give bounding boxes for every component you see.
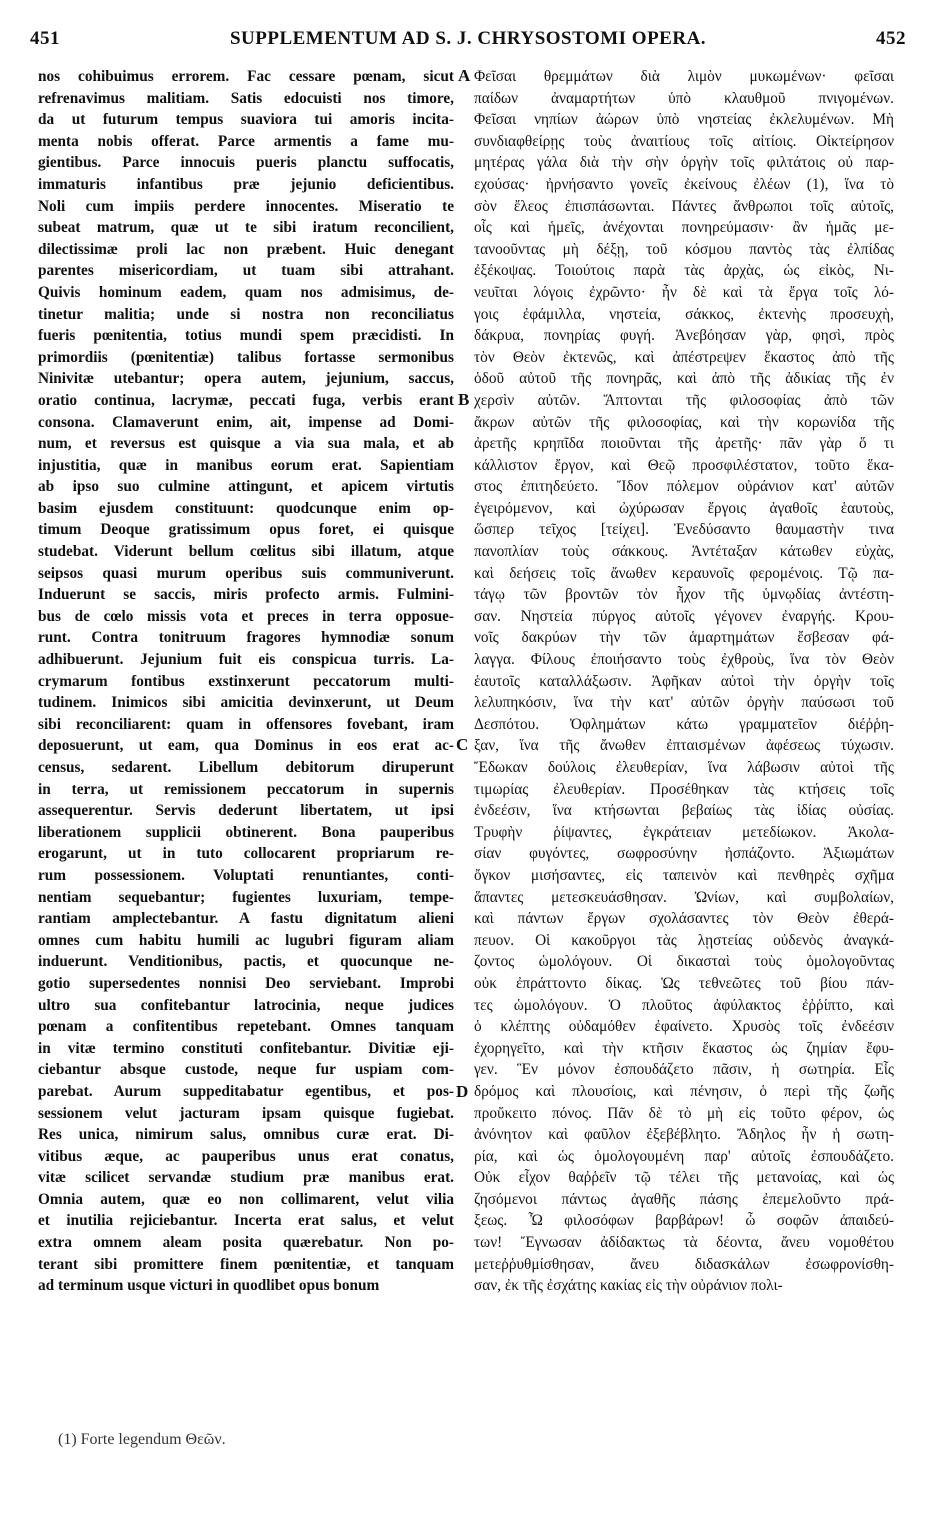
text-line: oratio continua, lacrymæ, peccati fuga, verbis erant <box>38 391 454 409</box>
text-line: τὸν Θεὸν ἐκτενῶς, καὶ ἀπέστρεψεν ἕκαστος ἀπὸ τῆς <box>474 348 894 366</box>
text-line: injustitia, quæ in manibus eorum erat. Sapientiam <box>38 456 454 474</box>
text-line: ξεως. Ὦ φιλοσόφων βαρβάρων! ὦ σοφῶν ἀπαιδεύ- <box>474 1212 894 1230</box>
text-line: nos cohibuimus errorem. Fac cessare pœnam, sicut <box>38 68 454 85</box>
text-line: ἄκρων αὐτῶν τῆς φιλοσοφίας, καὶ τὴν κορωνίδα τῆς <box>474 413 894 431</box>
text-line: τες ὡμολόγουν. Ὁ πλοῦτος ἀφύλακτος ἐῤῥίπτο, καὶ <box>474 996 894 1014</box>
text-line: timum Deoque gratissimum opus foret, ei quisque <box>38 521 454 539</box>
text-line: crymarum fontibus exstinxerunt peccatorum multi- <box>38 672 454 690</box>
text-line: νοῖς δακρύων τὴν τῶν ἁμαρτημάτων ἔσβεσαν φά- <box>474 629 894 647</box>
text-line: γοις ἐφάμιλλα, νηστεία, σάκκος, ἐκτενὴς προσευχὴ, <box>474 305 894 323</box>
text-line: Ninivitæ utebantur; opera autem, jejunium, saccus, <box>38 370 454 388</box>
text-line: Induerunt se saccis, miris profecto armis. Fulmini- <box>38 586 454 604</box>
text-line: vitæ scilicet servandæ studium præ manibus erat. <box>38 1169 454 1187</box>
text-line: sibi reconciliarent: quam in offensores fovebant, iram <box>38 715 454 733</box>
text-line: nentiam sequebantur; fugientes luxuriam, tempe- <box>38 888 454 906</box>
text-line: runt. Contra tonitruum fragores hymnodiæ sonum <box>38 629 454 647</box>
page-title: SUPPLEMENTUM AD S. J. CHRYSOSTOMI OPERA. <box>229 28 707 49</box>
text-line: ὥσπερ τεῖχος [τείχει]. Ἐνεδύσαντο θαυμαστὴν τινα <box>474 521 894 539</box>
text-line: δρόμος καὶ πλουσίοις, καὶ πένησιν, ὁ περὶ τῆς ζωῆς <box>474 1082 894 1100</box>
text-line: ρία, καὶ ὡς ὁμολογουμένη παρ' αὐτοῖς ἐσπουδάζετο. <box>474 1147 894 1165</box>
text-line: rantiam amplectebantur. A fastu dignitatum alieni <box>38 910 454 928</box>
text-line: induerunt. Venditionibus, pactis, et quocunque ne- <box>38 953 454 971</box>
text-line: ὁ κλέπτης οὐδαμόθεν ἐφαίνετο. Χρυσὸς τοῖς ἐνδεέσιν <box>474 1018 894 1036</box>
text-line: χερσὶν αὐτῶν. Ἅπτονται τῆς φιλοσοφίας ἀπὸ τῶν <box>474 391 894 409</box>
text-line: Φεῖσαι θρεμμάτων διὰ λιμὸν μυκωμένων· φεῖσαι <box>474 68 894 85</box>
text-line: Τρυφὴν ῥίψαντες, ἐγκράτειαν μετεδίωκον. Ἀκολα- <box>474 823 894 841</box>
footnote: (1) Forte legendum Θεῶν. <box>58 1431 226 1448</box>
text-line: gotio supersedentes nonnisi Deo serviebant. Improbi <box>38 974 454 992</box>
text-line: parebat. Aurum suppeditabatur egentibus, et pos- <box>38 1082 454 1100</box>
text-line: οὐκ ἐπράττοντο δίκας. Ὡς τεθνεῶτες τοῦ βίου πάν- <box>474 974 894 992</box>
page-number-left: 451 <box>30 28 60 49</box>
text-line: προὔκειτο πόνος. Πᾶν δὲ τὸ μὴ εἰς τοῦτο φέρον, ὡς <box>474 1104 894 1122</box>
text-line: omnes cum habitu humili ac lugubri figuram aliam <box>38 931 454 949</box>
section-marker-b: B <box>458 390 470 409</box>
text-line: in vitæ termino constituti confitebantur. Divitiæ eji- <box>38 1039 454 1057</box>
text-line: των! Ἔγνωσαν ἀδίδακτως τὰ δέοντα, ἄνευ νομοθέτου <box>474 1234 894 1252</box>
text-line: ἅπαντες μετεσκευάσθησαν. Ὠνίων, καὶ συμβολαίων, <box>474 888 894 906</box>
text-line: ἀρετῆς κρηπῖδα ποιοῦνται τῆς ἀρετῆς· πᾶν γὰρ ὅ τι <box>474 435 894 453</box>
running-header <box>30 28 906 58</box>
text-line: ab ipso suo culmine attingunt, et apicem virtutis <box>38 478 454 496</box>
text-line: Φεῖσαι νηπίων ἀώρων ὑπὸ νηστείας ἐκλελυμένων. Μὴ <box>474 111 894 129</box>
text-line: Δεσπότου. Ὀφλημάτων κάτω γραμματεῖον διέῤῥη- <box>474 715 894 733</box>
text-line: παίδων ἀναμαρτήτων ὑπὸ κλαυθμοῦ πνιγομένων. <box>474 89 894 107</box>
text-line: refrenavimus malitiam. Satis edocuisti nos timore, <box>38 89 454 107</box>
text-line: extra omnem aleam posita quærebatur. Non po- <box>38 1234 454 1252</box>
text-line: Ἔδωκαν δούλοις ἐλευθερίαν, ἵνα λάβωσιν αὐτοὶ τῆς <box>474 759 894 776</box>
page-number-right: 452 <box>876 28 906 49</box>
text-line: tinetur malitia; unde si nostra non reconciliatus <box>38 305 454 323</box>
text-line: fueris pœnitentia, totius mundi spem præcidisti. In <box>38 327 454 345</box>
text-line: μητέρας γάλα διὰ τὴν σὴν ὀργὴν τοῖς φιλτάτοις οὐ παρ- <box>474 154 894 172</box>
text-line: τιμωρίας ἐλευθερίαν. Προσέθηκαν τὰς κτήσεις τοῖς <box>474 780 894 798</box>
text-line: συνδιαφθείρῃς τοὺς ἀναιτίους τοῖς αἰτίοις. Οἰκτείρησον <box>474 132 894 150</box>
text-line: ζοντος ὡμολόγουν. Οἱ δικασταὶ τοὺς ὁμολογοῦντας <box>474 953 894 971</box>
text-line: dilectissimæ proli lac non præbent. Huic denegant <box>38 240 454 258</box>
text-line: τάγῳ τῶν βροντῶν τὸν ἦχον τῆς ὑμνῳδίας ἀντέστη- <box>474 586 894 604</box>
text-line: census, sedarent. Libellum debitorum diruperunt <box>38 759 454 776</box>
text-line: erogarunt, ut in tuto collocarent propriarum re- <box>38 845 454 863</box>
text-line: seipsos quasi murum operibus suis communiverunt. <box>38 564 454 582</box>
text-line: οἷς καὶ ἡμεῖς, ἀνέχονται πονηρεύμασιν· ἂν ἡμᾶς με- <box>474 219 894 237</box>
text-line: ὁδοῦ αὐτοῦ τῆς πονηρᾶς, καὶ ἀπὸ τῆς ἀδικίας τῆς ἐν <box>474 370 894 388</box>
text-line: primordiis (pœnitentiæ) talibus fortasse sermonibus <box>38 348 454 366</box>
greek-column <box>474 66 894 1411</box>
text-line: ἐνδεέσιν, ἵνα κτήσωνται βεβαίως τὰς ἰδίας οὐσίας. <box>474 802 894 820</box>
text-line: σαν. Νηστεία πύργος αὐτοῖς γέγονεν ἐναργής. Κρου- <box>474 607 894 625</box>
text-line: immaturis infantibus præ jejunio deficientibus. <box>38 175 454 193</box>
text-line: Omnia autem, quæ eo non collimarent, velut vilia <box>38 1190 454 1208</box>
text-line: ultro sua confitebantur latrocinia, neque judices <box>38 996 454 1014</box>
text-line: νευῖται λόγοις ἐχρῶντο· ἦν δὲ καὶ τὰ ἔργα τοῖς λό- <box>474 283 894 301</box>
text-line: καὶ πάντων ἔργων σχολάσαντες τὸν Θεὸν ἐθερά- <box>474 910 894 928</box>
text-line: ξαν, ἵνα τῆς ἄνωθεν ἐπταισμένων ἀφέσεως τύχωσιν. <box>474 737 894 755</box>
text-line: bus de cœlo missis vota et preces in terra opposue- <box>38 607 454 625</box>
text-line: rum possessionem. Voluptati renuntiantes, conti- <box>38 866 454 884</box>
text-line: ἀνόνητον καὶ φαῦλον ἐξεβέβλητο. Ἄδηλος ἦν ἡ σωτη- <box>474 1126 894 1144</box>
text-line: deposuerunt, ut eam, qua Dominus in eos erat ac- <box>38 737 454 755</box>
text-line: μετεῤῥυθμίσθησαν, ἄνευ διδασκάλων ἐσωφρονίσθη- <box>474 1255 894 1273</box>
text-line: πανοπλίαν τοὺς σάκκους. Ἀντέταξαν κάτωθεν εὐχὰς, <box>474 543 894 561</box>
section-marker-d: D <box>456 1082 469 1101</box>
text-line: sessionem velut jacturam ipsam quisque fugiebat. <box>38 1104 454 1122</box>
text-line: tudinem. Inimicos sibi amicitia devinxerunt, ut Deum <box>38 694 454 712</box>
text-line: λελυπηκόσιν, ἵνα τὴν κατ' αὐτῶν ὀργὴν παύσωσι τοῦ <box>474 694 894 712</box>
text-line: στος ἐπιτηδεύετο. Ἴδον πόλεμον οὐράνιον κατ' αὐτῶν <box>474 478 894 496</box>
text-line: δάκρυα, πονηρίας φυγή. Ἀνεβόησαν γὰρ, φησὶ, πρὸς <box>474 327 894 345</box>
text-line: ciebantur absque custode, neque fur uspiam com- <box>38 1061 454 1079</box>
text-line: σαν, ἐκ τῆς ἐσχάτης κακίας εἰς τὴν οὐράνιον πολι- <box>474 1277 783 1295</box>
text-line: κάλλιστον ἔργον, καὶ Θεῷ προσφιλέστατον, τοῦτο ἕκα- <box>474 456 894 474</box>
text-line: εχούσας· ἠρνήσαντο γονεῖς ἐκείνους ἐλέων (1), ἵνα τὸ <box>474 175 894 193</box>
text-line: vitibus æque, ac pauperibus unus erat conatus, <box>38 1147 454 1165</box>
text-line: studebat. Viderunt bellum cœlitus sibi illatum, atque <box>38 543 454 561</box>
text-line: num, et reversus est quisque a via sua mala, et ab <box>38 435 454 453</box>
text-line: λαγγα. Φίλους ἐποιήσαντο τοὺς ἐχθροὺς, ἵνα τὸν Θεὸν <box>474 651 894 669</box>
text-line: menta nobis offerat. Parce armentis a fame mu- <box>38 132 454 150</box>
text-line: pœnam a confitentibus repetebant. Omnes tanquam <box>38 1018 454 1036</box>
text-line: liberationem supplicii obtinerent. Bona pauperibus <box>38 823 454 841</box>
text-line: Res unica, nimirum salus, omnibus curæ erat. Di- <box>38 1126 454 1144</box>
text-line: τανοοῦντας μὴ δέξῃ, τοῦ κόσμου παντὸς τὰς ἐλπίδας <box>474 240 894 258</box>
text-line: καὶ δεήσεις τοῖς ἄνωθεν κεραυνοῖς φερομένοις. Τῷ πα- <box>474 564 894 582</box>
text-line: ἐξέκοψας. Τοιούτοις παρὰ τὰς ἀρχὰς, ὡς εἰκὸς, Νι- <box>474 262 894 280</box>
text-line: gientibus. Parce innocuis pueris planctu suffocatis, <box>38 154 454 172</box>
section-marker-c: C <box>456 735 469 754</box>
text-line: da ut futurum tempus suaviora tui amoris incita- <box>38 111 454 129</box>
text-line: subeat matrum, quæ ut te sibi iratum reconcilient, <box>38 219 454 237</box>
text-line: Noli cum impiis perdere innocentes. Miseratio te <box>38 197 454 215</box>
text-line: Quivis hominum eadem, quam nos admisimus, de- <box>38 283 454 301</box>
text-line: ἑαυτοῖς καταλλάξωσιν. Ἀφῆκαν αὐτοὶ τὴν ὀργὴν τοῖς <box>474 672 894 690</box>
text-line: ἐχορηγεῖτο, καὶ τὴν κτῆσιν ἕκαστος ὡς ζημίαν ἔφυ- <box>474 1039 894 1057</box>
text-line: ἐγειρόμενον, καὶ ὠχύρωσαν ἔργοις ἀγαθοῖς ἑαυτοὺς, <box>474 499 894 517</box>
text-line: ad terminum usque victuri in quodlibet opus bonum <box>38 1277 380 1295</box>
text-line: ζησόμενοι πάντως ἀγαθῆς πάσης ἐπεμελοῦντο πρά- <box>474 1190 894 1208</box>
section-marker-a: A <box>458 66 471 85</box>
text-line: parentes misericordiam, ut tuam sibi attrahant. <box>38 262 454 280</box>
text-line: terant sibi promittere finem pœnitentiæ, et tanquam <box>38 1255 454 1273</box>
text-line: πευον. Οἱ κακοῦργοι τὰς λῃστείας οὐδενὸς ἀναγκά- <box>474 931 894 949</box>
text-line: consona. Clamaverunt enim, ait, impense ad Domi- <box>38 413 454 431</box>
text-line: in terra, ut remissionem peccatorum in supernis <box>38 780 454 798</box>
text-line: σίαν φυγόντες, σωφροσύνην ἠσπάζοντο. Ἀξιωμάτων <box>474 845 894 863</box>
text-line: basim ejusdem constituunt: quodcunque enim op- <box>38 499 454 517</box>
text-line: γεν. Ἓν μόνον ἐσπουδάζετο πᾶσιν, ἡ σωτηρία. Εἷς <box>474 1061 894 1079</box>
text-line: ὄγκον μισήσαντες, εἰς ταπεινὸν καὶ πενθηρὲς σχῆμα <box>474 866 894 884</box>
text-line: et inutilia rejiciebantur. Incerta erat salus, et velut <box>38 1212 454 1230</box>
text-line: σὸν ἔλεος ἐπισπάσωνται. Πάντες ἄνθρωποι τοῖς αὐτοῖς, <box>474 197 894 215</box>
latin-column <box>38 66 454 1411</box>
text-line: assequerentur. Servis dederunt libertatem, ut ipsi <box>38 802 454 820</box>
text-line: adhibuerunt. Jejunium fuit eis conspicua turris. La- <box>38 651 454 669</box>
text-line: Οὐκ εἶχον θαῤῥεῖν τῷ τέλει τῆς μετανοίας, καὶ ὡς <box>474 1169 894 1187</box>
